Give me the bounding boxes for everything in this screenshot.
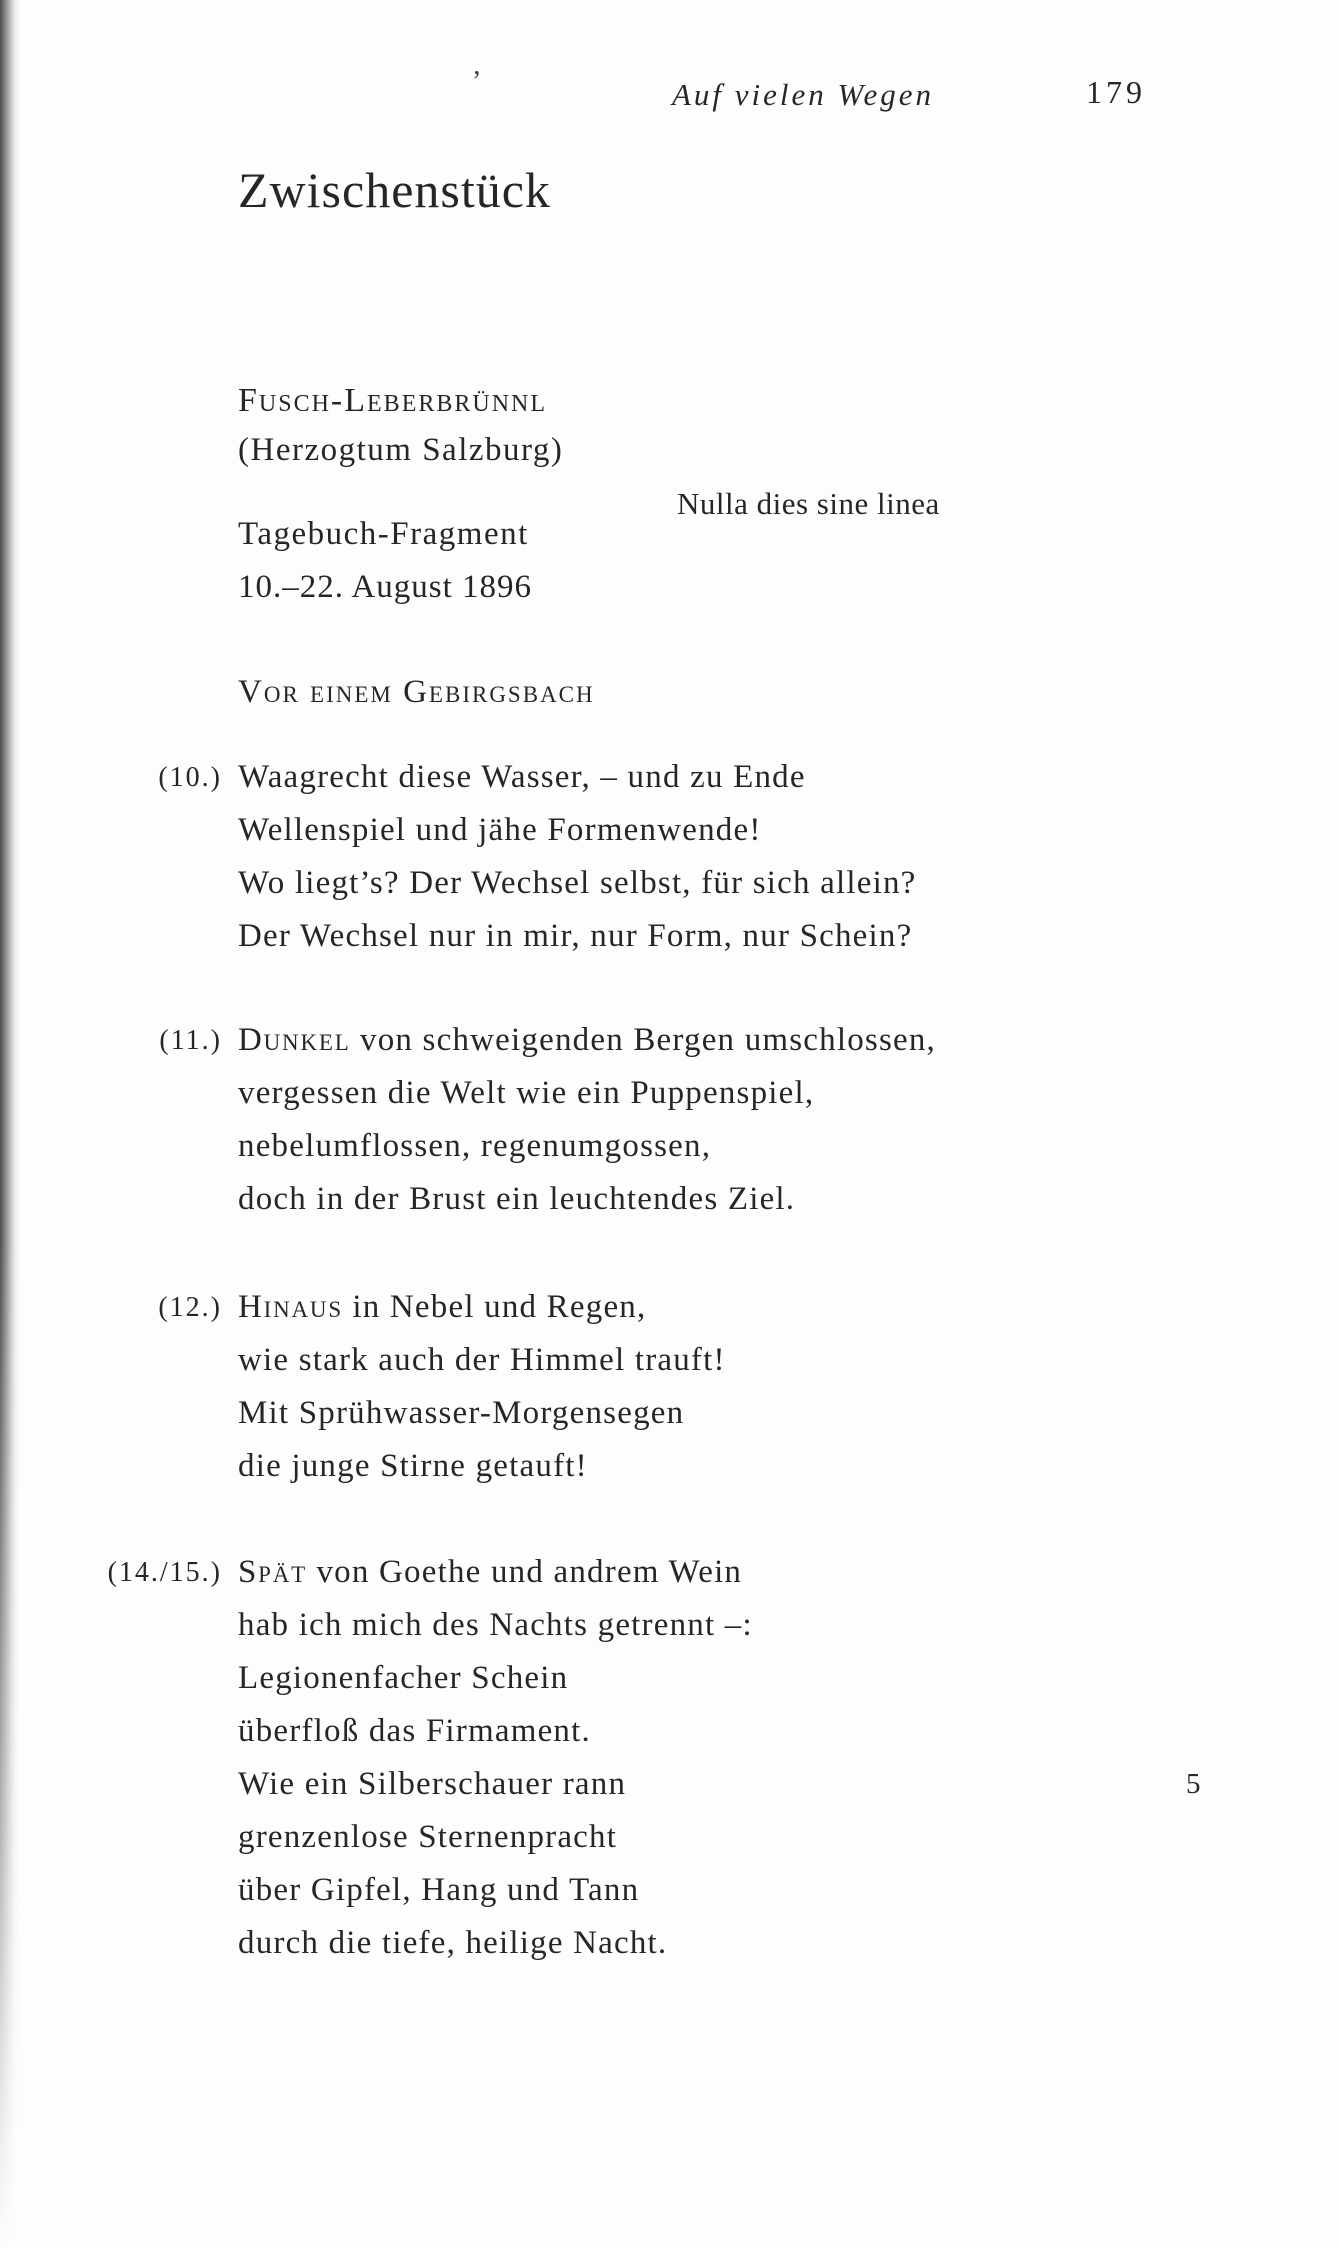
poem-line <box>238 1917 753 1970</box>
line-text: die junge Stirne getauft! <box>238 1448 588 1484</box>
stanza <box>158 751 917 963</box>
gutter-shadow <box>0 0 20 2248</box>
stanza <box>107 1546 753 1970</box>
stanza-number-label: (10.) <box>158 762 222 793</box>
location-region: (Herzogtum Salzburg) <box>238 432 564 468</box>
poem-line <box>238 1067 936 1120</box>
line-text: durch die tiefe, heilige Nacht. <box>238 1925 668 1961</box>
poem-line <box>238 1864 753 1917</box>
line-text: von Goethe und andrem Wein <box>307 1554 743 1590</box>
running-head: Auf vielen Wegen <box>672 77 935 112</box>
poem-line <box>238 1014 936 1067</box>
page-number: 179 <box>1086 74 1146 110</box>
poem-line <box>238 1120 936 1173</box>
line-text: wie stark auch der Himmel trauft! <box>238 1342 726 1378</box>
line-text: grenzenlose Sternenpracht <box>238 1819 618 1855</box>
poem-line <box>238 1705 753 1758</box>
stanza <box>159 1014 936 1226</box>
stanza-number-label: (14./15.) <box>107 1557 222 1588</box>
line-text: Der Wechsel nur in mir, nur Form, nur Schein? <box>238 918 913 954</box>
line-text: in Nebel und Regen, <box>342 1289 647 1325</box>
line-text: Wie ein Silberschauer rann <box>238 1766 627 1802</box>
poem-line <box>238 1440 726 1493</box>
date-range: 10.–22. August 1896 <box>238 569 533 605</box>
stanza-number-label: (12.) <box>158 1292 222 1323</box>
poem-line <box>238 1334 726 1387</box>
poem-line <box>238 910 917 963</box>
poem-line <box>238 1173 936 1226</box>
stanza <box>158 1281 726 1493</box>
poem-line <box>238 804 917 857</box>
poem-heading: Vor einem Gebirgsbach <box>238 674 595 710</box>
line-text: Mit Sprühwasser-Morgensegen <box>238 1395 685 1431</box>
poem-line <box>238 1652 753 1705</box>
line-text: überfloß das Firmament. <box>238 1713 591 1749</box>
scan-artifact-mark: ’ <box>472 66 482 97</box>
lead-word: Spät <box>238 1554 308 1590</box>
lead-word: Dunkel <box>238 1022 351 1058</box>
line-text: Legionenfacher Schein <box>238 1660 569 1696</box>
lead-word: Hinaus <box>238 1289 343 1325</box>
motto-text: Nulla dies sine linea <box>677 486 940 521</box>
line-text: Wo liegt’s? Der Wechsel selbst, für sich allein? <box>238 865 917 901</box>
line-text: hab ich mich des Nachts getrennt –: <box>238 1607 753 1643</box>
poem-line <box>238 857 917 910</box>
poem-line <box>238 1758 753 1811</box>
margin-line-number: 5 <box>1186 1768 1201 1800</box>
line-text: doch in der Brust ein leuchtendes Ziel. <box>238 1181 796 1217</box>
poem-line <box>238 1811 753 1864</box>
line-text: über Gipfel, Hang und Tann <box>238 1872 640 1908</box>
line-text: Wellenspiel und jähe Formenwende! <box>238 812 762 848</box>
location-name: Fusch-Leberbrünnl <box>238 382 548 419</box>
page-title: Zwischenstück <box>238 162 551 218</box>
line-text: vergessen die Welt wie ein Puppenspiel, <box>238 1075 815 1111</box>
poem-line <box>238 751 917 804</box>
poem-line <box>238 1387 726 1440</box>
poem-line <box>238 1281 726 1334</box>
line-text: Waagrecht diese Wasser, – und zu Ende <box>238 759 806 795</box>
poem-line <box>238 1599 753 1652</box>
poem-line <box>238 1546 753 1599</box>
stanza-number-label: (11.) <box>159 1025 222 1056</box>
line-text: nebelumflossen, regenumgossen, <box>238 1128 712 1164</box>
line-text: von schweigenden Bergen umschlossen, <box>350 1022 936 1058</box>
source-type: Tagebuch-Fragment <box>238 516 529 552</box>
